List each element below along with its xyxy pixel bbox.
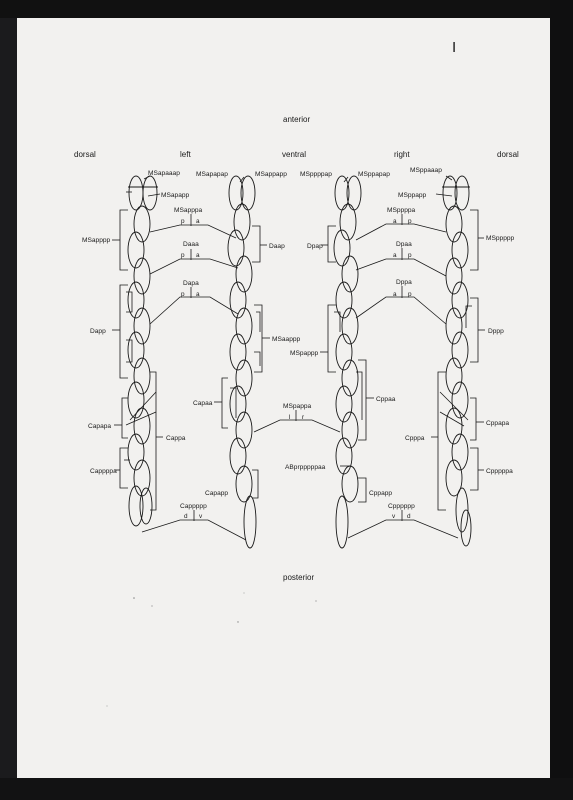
tick-d: d [184, 513, 188, 520]
label-Dppa: Dppa [396, 279, 412, 286]
label-Capaa: Capaa [193, 400, 213, 407]
tick-p: p [181, 252, 185, 259]
label-Cappa: Cappa [166, 435, 186, 442]
label-MSppppap: MSppppap [300, 171, 332, 178]
page-number-mark: I [452, 39, 457, 56]
label-MSapapap: MSapapap [196, 171, 228, 178]
ventral-label: ventral [282, 150, 307, 159]
label-Daaa: Daaa [183, 241, 199, 248]
dorsal-left-label: dorsal [74, 150, 96, 159]
tick-p: p [181, 291, 185, 298]
label-MSpappp: MSpappp [290, 350, 319, 357]
label-Dapa: Dapa [183, 280, 199, 287]
tick-r: r [302, 414, 305, 421]
label-Daap: Daap [269, 243, 285, 250]
label-Cpppppa: Cpppppa [486, 468, 513, 475]
chain-right-ventral [334, 176, 361, 548]
anterior-label: anterior [283, 115, 311, 124]
tick-v: v [392, 513, 396, 520]
tick-a: a [196, 218, 200, 225]
tick-a: a [196, 252, 200, 259]
brackets-and-leaders [112, 176, 485, 540]
left-label: left [180, 150, 191, 159]
label-Cppapa: Cppapa [486, 420, 510, 427]
label-Capapa: Capapa [88, 423, 112, 430]
tick-a: a [196, 291, 200, 298]
label-Dppp: Dppp [488, 328, 504, 335]
label-Cappppa: Cappppa [90, 468, 117, 475]
posterior-label: posterior [283, 573, 315, 582]
label-MSapaaap: MSapaaap [148, 170, 180, 177]
tick-p: p [408, 291, 412, 298]
label-MSapapp: MSapapp [161, 192, 190, 199]
tick-a: a [393, 291, 397, 298]
label-Dpap: Dpap [307, 243, 323, 250]
chain-right-dorsal [442, 176, 471, 546]
label-Dpaa: Dpaa [396, 241, 412, 248]
label-MSpappa: MSpappa [283, 403, 312, 410]
tick-p: p [181, 218, 185, 225]
dorsal-right-label: dorsal [497, 150, 519, 159]
tick-v: v [199, 513, 203, 520]
right-label: right [394, 150, 410, 159]
tick-p: p [408, 218, 412, 225]
cell-labels [82, 167, 515, 510]
label-Capapp: Capapp [205, 490, 229, 497]
label-Cppaa: Cppaa [376, 396, 396, 403]
label-MSapppa: MSapppa [174, 207, 203, 214]
division-axis-ticks [181, 218, 412, 520]
label-MSppapap: MSppapap [358, 171, 390, 178]
label-MSppapp: MSppapp [398, 192, 427, 199]
paper-specks [107, 593, 317, 707]
label-Dapp: Dapp [90, 328, 106, 335]
tick-a: a [393, 252, 397, 259]
tick-d: d [407, 513, 411, 520]
label-MSppaaap: MSppaaap [410, 167, 442, 174]
tick-p: p [408, 252, 412, 259]
label-Cappppp: Cappppp [180, 503, 207, 510]
label-MSapppp: MSapppp [82, 237, 111, 244]
label-MSppppa: MSppppa [387, 207, 416, 214]
label-Cppapp: Cppapp [369, 490, 393, 497]
lineage-chains [128, 176, 471, 548]
chain-left-dorsal [128, 176, 158, 526]
label-Cpppa: Cpppa [405, 435, 425, 442]
chain-left-ventral [228, 176, 256, 548]
label-Cpppppp: Cpppppp [388, 503, 415, 510]
tick-a: a [393, 218, 397, 225]
label-MSaappp: MSaappp [272, 336, 301, 343]
label-MSappapp: MSappapp [255, 171, 287, 178]
label-ABprpppppaa: ABprpppppaa [285, 464, 326, 471]
tick-l: l [289, 414, 291, 421]
label-MSppppp: MSppppp [486, 235, 515, 242]
